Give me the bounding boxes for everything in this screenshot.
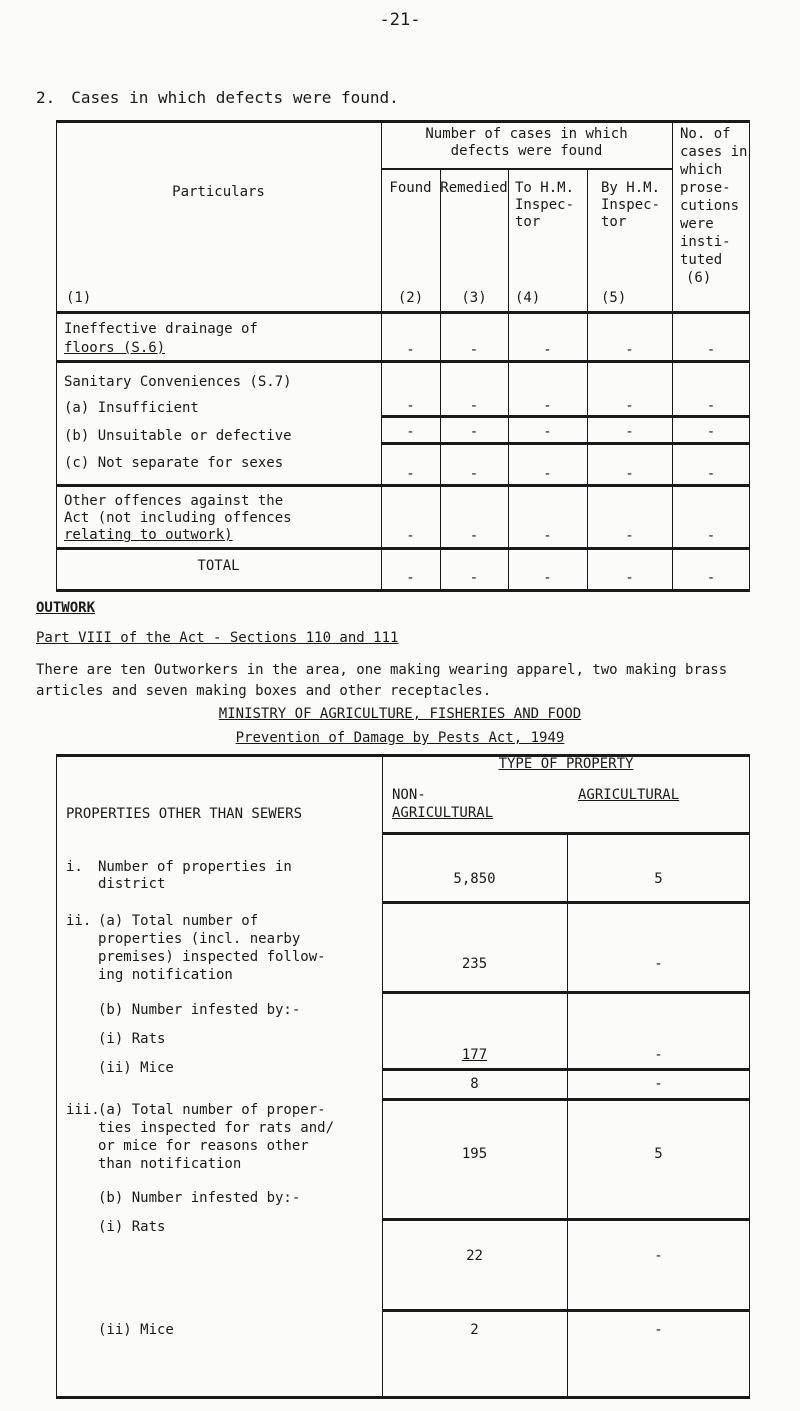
table-cell: - [543, 466, 552, 482]
col-remedied-number: (3) [461, 290, 487, 306]
row-total-label: TOTAL [197, 558, 240, 574]
table-cell: - [469, 342, 479, 358]
row-iii-a-label: than notification [98, 1156, 242, 1172]
col-to-hm-header: Inspec- [515, 197, 575, 213]
table-rule [381, 415, 750, 418]
row-other-label: Act (not including offences [64, 510, 292, 526]
table-cell: - [543, 342, 552, 358]
outwork-paragraph: There are ten Outworkers in the area, one making wearing apparel, two making brass articles and seven making boxes and other receptacles. [36, 662, 728, 699]
col-by-hm-header: Inspec- [601, 197, 661, 213]
col-remedied-header: Remedied [440, 180, 508, 196]
col-prosecutions-header: No. of [680, 126, 731, 142]
row-drainage-label: floors (S.6) [64, 340, 166, 356]
col-to-hm-header: tor [515, 214, 541, 230]
row-i-label: Number of properties in [98, 859, 292, 875]
row-insufficient-label: (a) Insufficient [64, 400, 199, 416]
row-ii-mice-label: (ii) Mice [98, 1060, 174, 1076]
table-cell: - [543, 424, 552, 440]
row-ii-a-label: properties (incl. nearby [98, 931, 301, 947]
table-cell: - [706, 570, 716, 586]
table-cell: - [406, 342, 415, 358]
col-to-hm-header: To H.M. [515, 180, 575, 196]
table-cell: - [625, 342, 634, 358]
table-cell: - [406, 570, 415, 586]
section-number: 2. [36, 88, 56, 107]
pests-table [56, 754, 750, 1399]
table-cell: - [706, 528, 716, 544]
table-rule [381, 442, 750, 445]
row-ii-a-label: (a) Total number of [98, 913, 259, 929]
table-cell: 8 [470, 1076, 479, 1092]
table-cell: - [625, 398, 634, 414]
col-agricultural-header: AGRICULTURAL [578, 787, 680, 803]
col-found-header: Found [389, 180, 432, 196]
table-cell: - [469, 528, 479, 544]
table-rule [382, 901, 750, 904]
table-cell: - [543, 398, 552, 414]
table-rule [56, 547, 750, 550]
table-rule [382, 1218, 750, 1221]
table-cell: - [654, 1047, 663, 1063]
table-cell: 22 [466, 1248, 483, 1264]
table-cell: - [654, 1076, 663, 1092]
table-rule [567, 832, 568, 1399]
table-rule [56, 589, 750, 592]
table-cell: - [706, 342, 716, 358]
table-cell: - [654, 956, 663, 972]
row-ii-a-label: ing notification [98, 967, 233, 983]
row-unsuitable-label: (b) Unsuitable or defective [64, 428, 292, 444]
col-to-hm-number: (4) [515, 290, 541, 306]
table-rule [56, 120, 750, 123]
table-cell: 5,850 [453, 871, 496, 887]
ministry-heading: MINISTRY OF AGRICULTURE, FISHERIES AND FOOD [218, 706, 582, 722]
col-prosecutions-header: were [680, 216, 714, 232]
table-rule [381, 168, 672, 170]
table-cell: - [625, 466, 634, 482]
row-iii-a-label: or mice for reasons other [98, 1138, 309, 1154]
table-cell: 2 [470, 1322, 479, 1338]
type-of-property-header: TYPE OF PROPERTY [498, 756, 634, 772]
table-rule [56, 754, 57, 1399]
table-cell: - [706, 424, 716, 440]
table-cell: - [543, 570, 552, 586]
row-not-separate-label: (c) Not separate for sexes [64, 455, 284, 471]
table-cell: - [469, 466, 479, 482]
table-cell: - [625, 528, 634, 544]
col-non-agricultural-header: NON- [392, 787, 426, 803]
col-prosecutions-header: cutions [680, 198, 740, 214]
row-drainage-label: Ineffective drainage of [64, 321, 258, 337]
col-non-agricultural-header: AGRICULTURAL [392, 805, 494, 821]
table-cell: - [654, 1248, 663, 1264]
section-title: Cases in which defects were found. [71, 88, 399, 107]
table-cell: - [406, 528, 415, 544]
col-by-hm-number: (5) [601, 290, 627, 306]
table-cell: - [625, 570, 634, 586]
defects-table [56, 120, 750, 592]
row-ii-number: ii. [66, 913, 92, 929]
table-cell: - [469, 570, 479, 586]
row-sanitary-label: Sanitary Conveniences (S.7) [64, 374, 292, 390]
row-iii-b-label: (b) Number infested by:- [98, 1190, 301, 1206]
row-other-label: relating to outwork) [64, 527, 233, 543]
col-prosecutions-header: insti- [680, 234, 731, 250]
table-rule [382, 1068, 750, 1071]
table-cell: 195 [461, 1146, 488, 1162]
table-cell: 5 [654, 871, 663, 887]
row-other-label: Other offences against the [64, 493, 284, 509]
table-cell: - [543, 528, 552, 544]
table-cell: 5 [654, 1146, 663, 1162]
row-iii-a-label: (a) Total number of proper- [98, 1102, 326, 1118]
table-rule [382, 1309, 750, 1312]
row-ii-b-label: (b) Number infested by:- [98, 1002, 301, 1018]
outwork-part-heading: Part VIII of the Act - Sections 110 and 111 [36, 630, 399, 646]
table-cell: - [469, 424, 479, 440]
table-cell: - [706, 466, 716, 482]
col-prosecutions-header: cases in [680, 144, 748, 160]
table-cell: 235 [461, 956, 488, 972]
table-rule [56, 484, 750, 487]
row-iii-mice-label: (ii) Mice [98, 1322, 174, 1338]
table-cell: - [406, 466, 415, 482]
col-by-hm-header: tor [601, 214, 627, 230]
table-rule [382, 832, 750, 835]
table-cell: - [654, 1322, 663, 1338]
properties-header: PROPERTIES OTHER THAN SEWERS [66, 806, 303, 822]
group-header: defects were found [450, 143, 603, 159]
table-cell: - [406, 424, 415, 440]
page-number: -21- [379, 10, 421, 30]
table-cell: - [706, 398, 716, 414]
particulars-header: Particulars [172, 184, 265, 200]
row-iii-number: iii. [66, 1102, 100, 1118]
section-heading [36, 88, 399, 107]
col-prosecutions-header: which [680, 162, 723, 178]
row-ii-rats-label: (i) Rats [98, 1031, 166, 1047]
row-ii-a-label: premises) inspected follow- [98, 949, 326, 965]
table-cell: - [406, 398, 415, 414]
row-iii-a-label: ties inspected for rats and/ [98, 1120, 335, 1136]
group-header: Number of cases in which [425, 126, 628, 142]
ministry-subheading: Prevention of Damage by Pests Act, 1949 [235, 730, 565, 746]
col-prosecutions-number: (6) [686, 270, 712, 286]
table-rule [382, 991, 750, 994]
table-cell: 177 [461, 1047, 488, 1063]
row-i-label: district [98, 876, 166, 892]
particulars-col-number: (1) [66, 290, 92, 306]
col-found-number: (2) [397, 290, 424, 306]
table-rule [56, 1396, 750, 1399]
col-prosecutions-header: prose- [680, 180, 731, 196]
row-iii-rats-label: (i) Rats [98, 1219, 166, 1235]
table-rule [56, 311, 750, 314]
table-cell: - [625, 424, 634, 440]
table-rule [382, 1098, 750, 1101]
table-cell: - [469, 398, 479, 414]
table-rule [56, 360, 750, 363]
col-by-hm-header: By H.M. [601, 180, 661, 196]
col-prosecutions-header: tuted [680, 252, 723, 268]
row-i-number: i. [66, 859, 83, 875]
outwork-heading: OUTWORK [36, 600, 96, 616]
